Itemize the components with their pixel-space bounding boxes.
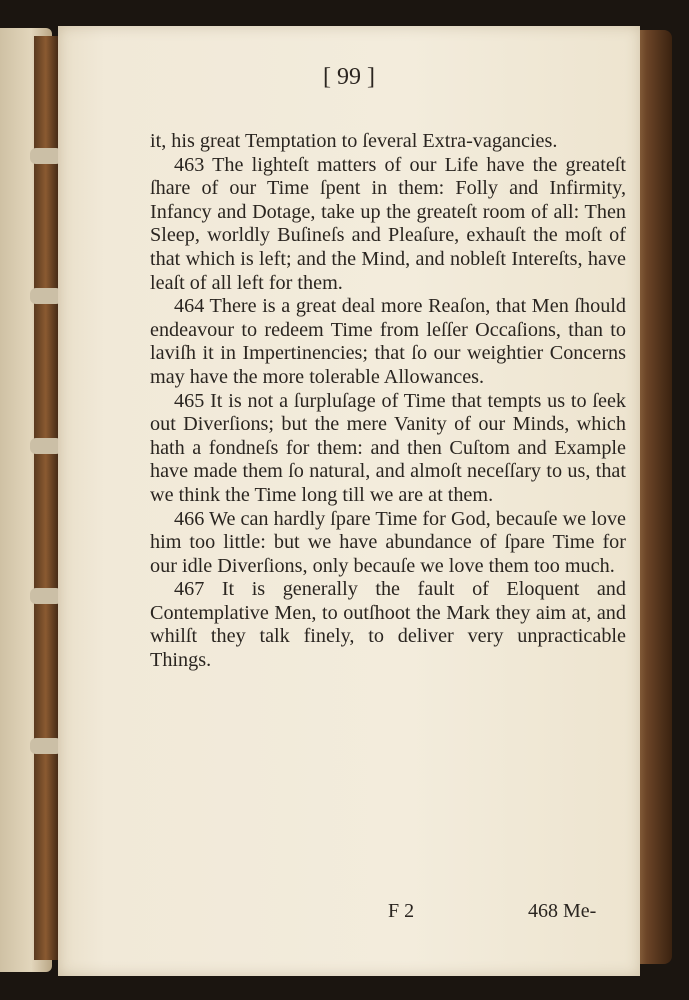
page-number: [ 99 ] <box>323 64 375 90</box>
page-footer <box>58 900 640 928</box>
paragraph-continuation: it, his great Temptation to ſeveral Extra-vagancies. <box>150 130 558 152</box>
book-page <box>58 26 640 976</box>
book-spine-binding <box>34 36 60 960</box>
catchword: 468 Me- <box>528 900 597 922</box>
maxim-466: 466 We can hardly ſpare Time for God, becauſe we love him too little: but we have abundance of ſpare Time for our idle Diverſions, only becauſe we love them too much. <box>150 507 626 577</box>
maxim-465: 465 It is not a ſurpluſage of Time that tempts us to ſeek out Diverſions; but the mere Vanity of our Minds, which hath a fondneſs for them: and then Cuſtom and Example have made them ſo natural, and almoſt neceſſary to us, that we think the Time long till we are at them. <box>150 389 626 506</box>
maxim-464: 464 There is a great deal more Reaſon, that Men ſhould endeavour to redeem Time from leſſer Occaſions, than to laviſh it in Impertinencies; that ſo our weightier Concerns may have the more tolerable Allowances. <box>150 295 626 388</box>
maxim-467: 467 It is generally the fault of Eloquent and Contemplative Men, to outſhoot the Mark they aim at, and whilſt they talk finely, to deliver very unpracticable Things. <box>150 578 626 672</box>
page-text <box>150 130 626 673</box>
signature-mark: F 2 <box>388 900 415 922</box>
maxim-463: 463 The lighteſt matters of our Life have the greateſt ſhare of our Time ſpent in them: Folly and Infirmity, Infancy and Dotage, take up the greateſt room of all: Then Sleep, worldly Buſineſs and Pleaſure, exhauſt the moſt of that which is left; and the Mind, and nobleſt Intereſts, have leaſt of all left for them. <box>150 153 626 294</box>
